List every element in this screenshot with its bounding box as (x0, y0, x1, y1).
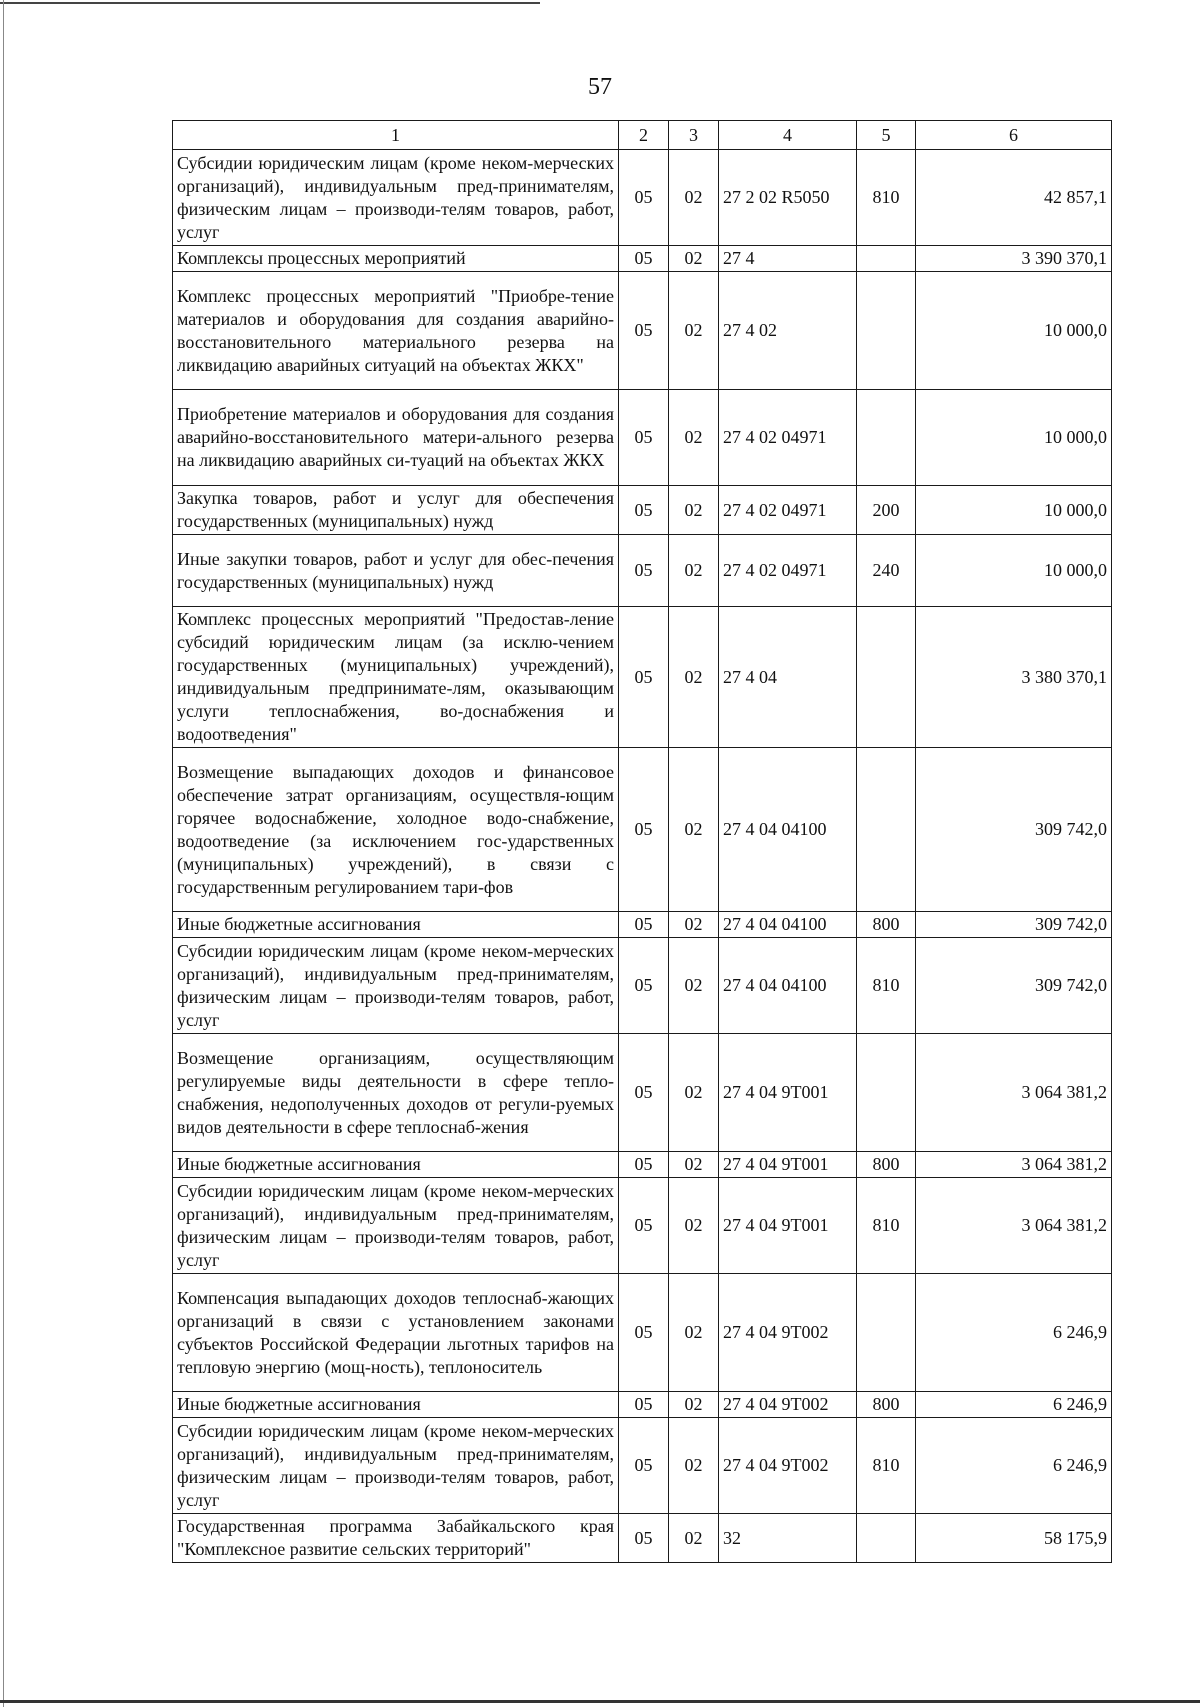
row-target-code: 27 4 (719, 246, 857, 272)
header-row (173, 121, 1112, 150)
row-subsection: 02 (669, 912, 719, 938)
row-target-code: 27 4 02 04971 (719, 390, 857, 486)
row-section: 05 (619, 390, 669, 486)
table-row (173, 607, 1112, 748)
table-row (173, 272, 1112, 390)
scan-artifact-left-edge (3, 0, 4, 1707)
row-amount: 309 742,0 (916, 938, 1112, 1034)
row-expense-type: 810 (857, 1418, 916, 1514)
row-target-code: 27 4 02 04971 (719, 535, 857, 607)
table-row (173, 150, 1112, 246)
row-section: 05 (619, 912, 669, 938)
scan-artifact-top-line (0, 2, 540, 4)
row-name: Возмещение выпадающих доходов и финансовое обеспечение затрат организациям, осуществля-ющим горячее водоснабжение, холодное водо-снабжение, водоотведение (за исключением гос-ударственных (муниципальных) учреждений), в связи с государственным регулированием тари-фов (173, 748, 619, 912)
row-expense-type: 800 (857, 1392, 916, 1418)
row-target-code: 27 4 04 04100 (719, 912, 857, 938)
row-amount: 3 064 381,2 (916, 1152, 1112, 1178)
row-amount: 3 064 381,2 (916, 1034, 1112, 1152)
row-subsection: 02 (669, 1178, 719, 1274)
table-row (173, 938, 1112, 1034)
row-target-code: 27 4 04 (719, 607, 857, 748)
row-section: 05 (619, 1274, 669, 1392)
table-header (173, 121, 1112, 150)
row-target-code: 27 4 04 04100 (719, 748, 857, 912)
row-expense-type: 810 (857, 150, 916, 246)
row-amount: 3 064 381,2 (916, 1178, 1112, 1274)
row-name: Компенсация выпадающих доходов теплоснаб-жающих организаций в связи с установлением законами субъектов Российской Федерации льготных тарифов на тепловую энергию (мощ-ность), теплоноситель (173, 1274, 619, 1392)
row-amount: 42 857,1 (916, 150, 1112, 246)
row-subsection: 02 (669, 1514, 719, 1563)
row-expense-type: 800 (857, 912, 916, 938)
header-col-4: 4 (719, 121, 857, 150)
row-target-code: 27 4 04 9Т001 (719, 1178, 857, 1274)
row-section: 05 (619, 150, 669, 246)
table-row (173, 912, 1112, 938)
row-name: Субсидии юридическим лицам (кроме неком-мерческих организаций), индивидуальным пред-принимателям, физическим лицам – производи-телям товаров, работ, услуг (173, 1178, 619, 1274)
row-target-code: 27 4 02 (719, 272, 857, 390)
table-row (173, 1392, 1112, 1418)
header-col-1: 1 (173, 121, 619, 150)
table-row (173, 390, 1112, 486)
row-subsection: 02 (669, 272, 719, 390)
row-amount: 10 000,0 (916, 390, 1112, 486)
table-row (173, 1152, 1112, 1178)
header-col-3: 3 (669, 121, 719, 150)
row-name: Субсидии юридическим лицам (кроме неком-мерческих организаций), индивидуальным пред-принимателям, физическим лицам – производи-телям товаров, работ, услуг (173, 150, 619, 246)
row-section: 05 (619, 272, 669, 390)
row-subsection: 02 (669, 607, 719, 748)
row-section: 05 (619, 1418, 669, 1514)
row-section: 05 (619, 1178, 669, 1274)
row-name: Иные бюджетные ассигнования (173, 1392, 619, 1418)
row-section: 05 (619, 246, 669, 272)
row-section: 05 (619, 1514, 669, 1563)
row-section: 05 (619, 535, 669, 607)
row-amount: 10 000,0 (916, 272, 1112, 390)
row-section: 05 (619, 748, 669, 912)
row-target-code: 27 4 04 9Т001 (719, 1152, 857, 1178)
table-row (173, 1034, 1112, 1152)
scan-artifact-bottom-line (0, 1700, 1200, 1703)
row-amount: 3 380 370,1 (916, 607, 1112, 748)
row-name: Иные бюджетные ассигнования (173, 1152, 619, 1178)
header-col-5: 5 (857, 121, 916, 150)
row-target-code: 27 4 02 04971 (719, 486, 857, 535)
row-name: Иные закупки товаров, работ и услуг для обес-печения государственных (муниципальных) нужд (173, 535, 619, 607)
row-subsection: 02 (669, 1034, 719, 1152)
row-expense-type: 200 (857, 486, 916, 535)
row-expense-type (857, 390, 916, 486)
row-expense-type (857, 1274, 916, 1392)
row-expense-type (857, 1034, 916, 1152)
row-subsection: 02 (669, 1418, 719, 1514)
table-row (173, 1514, 1112, 1563)
row-subsection: 02 (669, 486, 719, 535)
row-subsection: 02 (669, 246, 719, 272)
row-expense-type (857, 748, 916, 912)
row-expense-type (857, 272, 916, 390)
header-col-2: 2 (619, 121, 669, 150)
row-subsection: 02 (669, 1392, 719, 1418)
row-expense-type: 240 (857, 535, 916, 607)
table-row (173, 486, 1112, 535)
row-target-code: 27 2 02 R5050 (719, 150, 857, 246)
table-row (173, 1418, 1112, 1514)
row-subsection: 02 (669, 150, 719, 246)
row-name: Государственная программа Забайкальского края "Комплексное развитие сельских территорий" (173, 1514, 619, 1563)
row-name: Закупка товаров, работ и услуг для обеспечения государственных (муниципальных) нужд (173, 486, 619, 535)
page-number: 57 (588, 74, 612, 100)
row-amount: 6 246,9 (916, 1392, 1112, 1418)
table-row (173, 1178, 1112, 1274)
table-row (173, 1274, 1112, 1392)
table-row (173, 535, 1112, 607)
row-amount: 10 000,0 (916, 535, 1112, 607)
row-name: Комплекс процессных мероприятий "Предостав-ление субсидий юридическим лицам (за исклю-чением государственных (муниципальных) учреждений), индивидуальным предпринимате-лям, оказывающим услуги теплоснабжения, во-доснабжения и водоотведения" (173, 607, 619, 748)
row-amount: 10 000,0 (916, 486, 1112, 535)
row-subsection: 02 (669, 535, 719, 607)
table-row (173, 246, 1112, 272)
row-expense-type (857, 607, 916, 748)
row-subsection: 02 (669, 1152, 719, 1178)
row-expense-type (857, 1514, 916, 1563)
row-name: Субсидии юридическим лицам (кроме неком-мерческих организаций), индивидуальным пред-принимателям, физическим лицам – производи-телям товаров, работ, услуг (173, 938, 619, 1034)
row-target-code: 27 4 04 9Т001 (719, 1034, 857, 1152)
row-section: 05 (619, 1152, 669, 1178)
row-amount: 309 742,0 (916, 912, 1112, 938)
row-subsection: 02 (669, 748, 719, 912)
row-section: 05 (619, 1392, 669, 1418)
row-section: 05 (619, 938, 669, 1034)
row-subsection: 02 (669, 1274, 719, 1392)
row-amount: 6 246,9 (916, 1274, 1112, 1392)
budget-table (172, 120, 1112, 1563)
row-target-code: 27 4 04 9Т002 (719, 1274, 857, 1392)
row-expense-type (857, 246, 916, 272)
row-target-code: 27 4 04 9Т002 (719, 1418, 857, 1514)
row-amount: 309 742,0 (916, 748, 1112, 912)
header-col-6: 6 (916, 121, 1112, 150)
row-section: 05 (619, 1034, 669, 1152)
row-subsection: 02 (669, 938, 719, 1034)
row-section: 05 (619, 486, 669, 535)
row-name: Комплексы процессных мероприятий (173, 246, 619, 272)
row-name: Приобретение материалов и оборудования для создания аварийно-восстановительного матери-ального резерва на ликвидацию аварийных си-туаций на объектах ЖКХ (173, 390, 619, 486)
row-name: Комплекс процессных мероприятий "Приобре-тение материалов и оборудования для создания аварийно-восстановительного материального резерва на ликвидацию аварийных ситуаций на объектах ЖКХ" (173, 272, 619, 390)
row-amount: 6 246,9 (916, 1418, 1112, 1514)
row-name: Возмещение организациям, осуществляющим регулируемые виды деятельности в сфере тепло-снабжения, недополученных доходов от регули-руемых видов деятельности в сфере теплоснаб-жения (173, 1034, 619, 1152)
row-expense-type: 810 (857, 938, 916, 1034)
row-amount: 58 175,9 (916, 1514, 1112, 1563)
row-amount: 3 390 370,1 (916, 246, 1112, 272)
row-expense-type: 810 (857, 1178, 916, 1274)
row-subsection: 02 (669, 390, 719, 486)
table-row (173, 748, 1112, 912)
row-name: Иные бюджетные ассигнования (173, 912, 619, 938)
row-expense-type: 800 (857, 1152, 916, 1178)
row-target-code: 32 (719, 1514, 857, 1563)
row-target-code: 27 4 04 9Т002 (719, 1392, 857, 1418)
row-target-code: 27 4 04 04100 (719, 938, 857, 1034)
table-body (173, 150, 1112, 1563)
row-name: Субсидии юридическим лицам (кроме неком-мерческих организаций), индивидуальным пред-принимателям, физическим лицам – производи-телям товаров, работ, услуг (173, 1418, 619, 1514)
row-section: 05 (619, 607, 669, 748)
